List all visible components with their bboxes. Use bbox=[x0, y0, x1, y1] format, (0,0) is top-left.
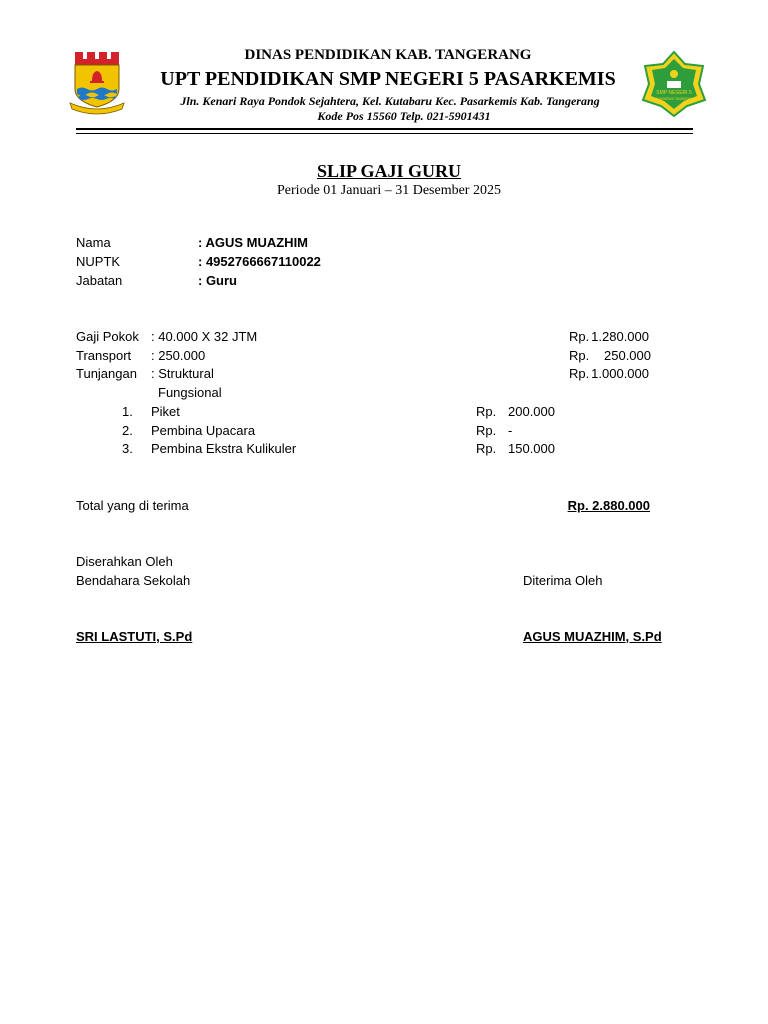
functional-item-currency: Rp. bbox=[476, 441, 497, 456]
transport-label: Transport bbox=[76, 348, 132, 363]
school-address: Jln. Kenari Raya Pondok Sejahtera, Kel. Kutabaru Kec. Pasarkemis Kab. Tangerang bbox=[180, 94, 600, 108]
functional-item-num: 1. bbox=[122, 404, 133, 419]
transport-currency: Rp. bbox=[569, 348, 590, 363]
slip-title: SLIP GAJI GURU bbox=[316, 161, 462, 181]
nuptk-label: NUPTK bbox=[76, 254, 121, 269]
header-divider-thin bbox=[76, 133, 693, 134]
treasurer-name: SRI LASTUTI, S.Pd bbox=[76, 629, 193, 644]
transport-amount: 250.000 bbox=[604, 348, 651, 363]
allowance-amount: 1.000.000 bbox=[591, 366, 649, 381]
school-logo-text-1: SMP NEGERI 5 bbox=[656, 90, 692, 96]
position-value: : Guru bbox=[198, 273, 237, 288]
handed-over-label: Diserahkan Oleh bbox=[76, 554, 173, 569]
functional-item-num: 3. bbox=[122, 441, 133, 456]
base-salary-currency: Rp. bbox=[569, 329, 590, 344]
treasurer-label: Bendahara Sekolah bbox=[76, 573, 191, 588]
functional-item-name: Pembina Ekstra Kulikuler bbox=[151, 441, 297, 456]
functional-item-name: Pembina Upacara bbox=[151, 423, 256, 438]
functional-item-amount: 200.000 bbox=[508, 404, 555, 419]
allowance-currency: Rp. bbox=[569, 366, 590, 381]
name-label: Nama bbox=[76, 235, 111, 250]
school-logo-emblem bbox=[641, 50, 707, 118]
school-contact: Kode Pos 15560 Telp. 021-5901431 bbox=[317, 109, 491, 123]
functional-item-num: 2. bbox=[122, 423, 133, 438]
received-by-label: Diterima Oleh bbox=[523, 573, 603, 588]
base-salary-amount: 1.280.000 bbox=[591, 329, 649, 344]
tangerang-regency-emblem bbox=[68, 51, 126, 115]
functional-item-amount: 150.000 bbox=[508, 441, 555, 456]
transport-detail: : 250.000 bbox=[151, 348, 206, 363]
position-label: Jabatan bbox=[76, 273, 123, 288]
functional-label: Fungsional bbox=[158, 385, 222, 400]
slip-period: Periode 01 Januari – 31 Desember 2025 bbox=[277, 183, 501, 198]
school-logo-text-2: PASARKEMIS TANGERANG bbox=[653, 97, 695, 101]
base-salary-label: Gaji Pokok bbox=[76, 329, 139, 344]
total-label: Total yang di terima bbox=[76, 498, 189, 513]
functional-item-currency: Rp. bbox=[476, 423, 497, 438]
allowance-detail: : Struktural bbox=[151, 366, 214, 381]
total-value: Rp. 2.880.000 bbox=[567, 498, 650, 513]
functional-item-name: Piket bbox=[151, 404, 180, 419]
receiver-name: AGUS MUAZHIM, S.Pd bbox=[523, 629, 662, 644]
name-value: : AGUS MUAZHIM bbox=[198, 235, 309, 250]
header-divider-thick bbox=[76, 128, 693, 130]
functional-item-currency: Rp. bbox=[476, 404, 497, 419]
nuptk-value: : 4952766667110022 bbox=[198, 254, 321, 269]
school-name: UPT PENDIDIKAN SMP NEGERI 5 PASARKEMIS bbox=[160, 68, 616, 90]
department-name: DINAS PENDIDIKAN KAB. TANGERANG bbox=[244, 47, 532, 63]
allowance-label: Tunjangan bbox=[76, 366, 137, 381]
base-salary-detail: : 40.000 X 32 JTM bbox=[151, 329, 258, 344]
functional-item-amount: - bbox=[508, 423, 513, 438]
